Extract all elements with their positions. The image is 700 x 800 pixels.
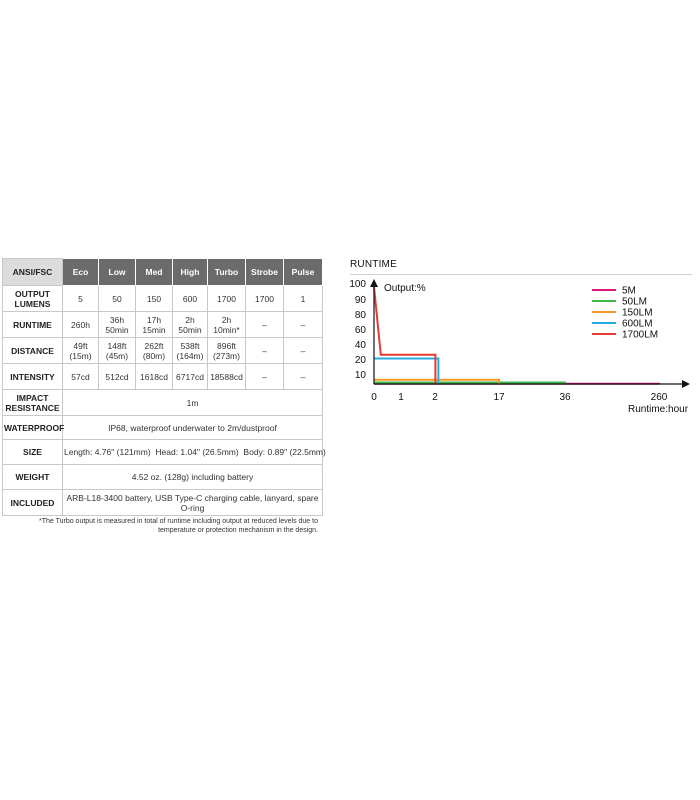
x-tick-layer [371, 392, 668, 403]
row-label-included: INCLUDED [3, 490, 63, 516]
impact-value: 1m [63, 390, 323, 416]
mode-med: Med [136, 259, 173, 286]
x-tick-label: 2 [432, 392, 438, 403]
x-tick-label: 17 [493, 392, 505, 403]
row-label-runtime: RUNTIME [3, 312, 63, 338]
weight-value: 4.52 oz. (128g) including battery [63, 465, 323, 490]
legend-label-600lm: 600LM [622, 318, 653, 330]
y-axis-arrow [370, 279, 378, 287]
mode-strobe: Strobe [246, 259, 284, 286]
row-label-intensity: INTENSITY [3, 364, 63, 390]
y-tick-layer [349, 279, 366, 381]
x-tick-label: 1 [398, 392, 404, 403]
legend-label-5m: 5M [622, 285, 636, 297]
distance-cell: 538ft (164m) [173, 338, 208, 364]
distance-cell: 896ft (273m) [208, 338, 246, 364]
spec-table [2, 258, 326, 516]
distance-cell: – [284, 338, 323, 364]
size-value: Length: 4.76" (121mm) Head: 1.04" (26.5mm) Body: 0.89" (22.5mm) [63, 440, 323, 465]
y-tick-label: 100 [349, 279, 366, 290]
intensity-cell: 57cd [63, 364, 99, 390]
distance-row [3, 338, 323, 364]
output-cell: 5 [63, 286, 99, 312]
x-tick-label: 0 [371, 392, 377, 403]
runtime-cell: 2h 10min* [208, 312, 246, 338]
row-label-waterproof: WATERPROOF [3, 416, 63, 440]
y-axis-label: Output:% [384, 283, 426, 294]
output-cell: 50 [99, 286, 136, 312]
row-label-weight: WEIGHT [3, 465, 63, 490]
intensity-cell: 512cd [99, 364, 136, 390]
waterproof-row [3, 416, 323, 440]
runtime-cell: 17h 15min [136, 312, 173, 338]
weight-row [3, 465, 323, 490]
header-corner: ANSI/FSC [3, 259, 63, 286]
distance-cell: – [246, 338, 284, 364]
included-value: ARB-L18-3400 battery, USB Type-C charging cable, lanyard, spare O-ring [63, 490, 323, 516]
chart-title: RUNTIME [350, 259, 397, 270]
footnote: *The Turbo output is measured in total of runtime including output at reduced levels due to temperature or protection mechanism in the design. [38, 518, 318, 534]
mode-eco: Eco [63, 259, 99, 286]
legend-label-1700lm: 1700LM [622, 329, 659, 341]
mode-pulse: Pulse [284, 259, 323, 286]
intensity-cell: 1618cd [136, 364, 173, 390]
mode-high: High [173, 259, 208, 286]
distance-cell: 148ft (45m) [99, 338, 136, 364]
header-row [3, 259, 323, 286]
row-label-size: SIZE [3, 440, 63, 465]
runtime-chart [340, 276, 696, 426]
output-cell: 600 [173, 286, 208, 312]
y-tick-label: 40 [354, 340, 366, 351]
row-label-impact: IMPACT RESISTANCE [3, 390, 63, 416]
runtime-cell: 2h 50min [173, 312, 208, 338]
x-tick-label: 260 [650, 392, 668, 403]
y-tick-label: 60 [354, 325, 366, 336]
output-cell: 150 [136, 286, 173, 312]
intensity-row [3, 364, 323, 390]
legend [592, 286, 658, 341]
y-tick-label: 20 [354, 355, 366, 366]
chart-divider [350, 274, 692, 275]
runtime-cell: 36h 50min [99, 312, 136, 338]
x-tick-label: 36 [559, 392, 571, 403]
x-axis-label: Runtime:hour [628, 404, 689, 415]
series-layer [374, 287, 659, 384]
row-label-distance: DISTANCE [3, 338, 63, 364]
legend-label-50lm: 50LM [622, 296, 648, 308]
runtime-row [3, 312, 323, 338]
distance-cell: 262ft (80m) [136, 338, 173, 364]
x-axis-arrow [682, 380, 690, 388]
runtime-cell: – [284, 312, 323, 338]
intensity-cell: – [284, 364, 323, 390]
legend-label-150lm: 150LM [622, 307, 653, 319]
intensity-cell: 6717cd [173, 364, 208, 390]
runtime-cell: – [246, 312, 284, 338]
y-tick-label: 10 [354, 370, 366, 381]
impact-row [3, 390, 323, 416]
output-cell: 1700 [246, 286, 284, 312]
intensity-cell: – [246, 364, 284, 390]
included-row [3, 490, 323, 516]
output-cell: 1 [284, 286, 323, 312]
row-label-output: OUTPUT LUMENS [3, 286, 63, 312]
distance-cell: 49ft (15m) [63, 338, 99, 364]
runtime-cell: 260h [63, 312, 99, 338]
output-cell: 1700 [208, 286, 246, 312]
intensity-cell: 18588cd [208, 364, 246, 390]
y-tick-label: 90 [354, 295, 366, 306]
y-tick-label: 80 [354, 310, 366, 321]
mode-low: Low [99, 259, 136, 286]
series-line-1700lm [374, 287, 435, 384]
mode-turbo: Turbo [208, 259, 246, 286]
output-row [3, 286, 323, 312]
size-row [3, 440, 323, 465]
waterproof-value: IP68, waterproof underwater to 2m/dustproof [63, 416, 323, 440]
